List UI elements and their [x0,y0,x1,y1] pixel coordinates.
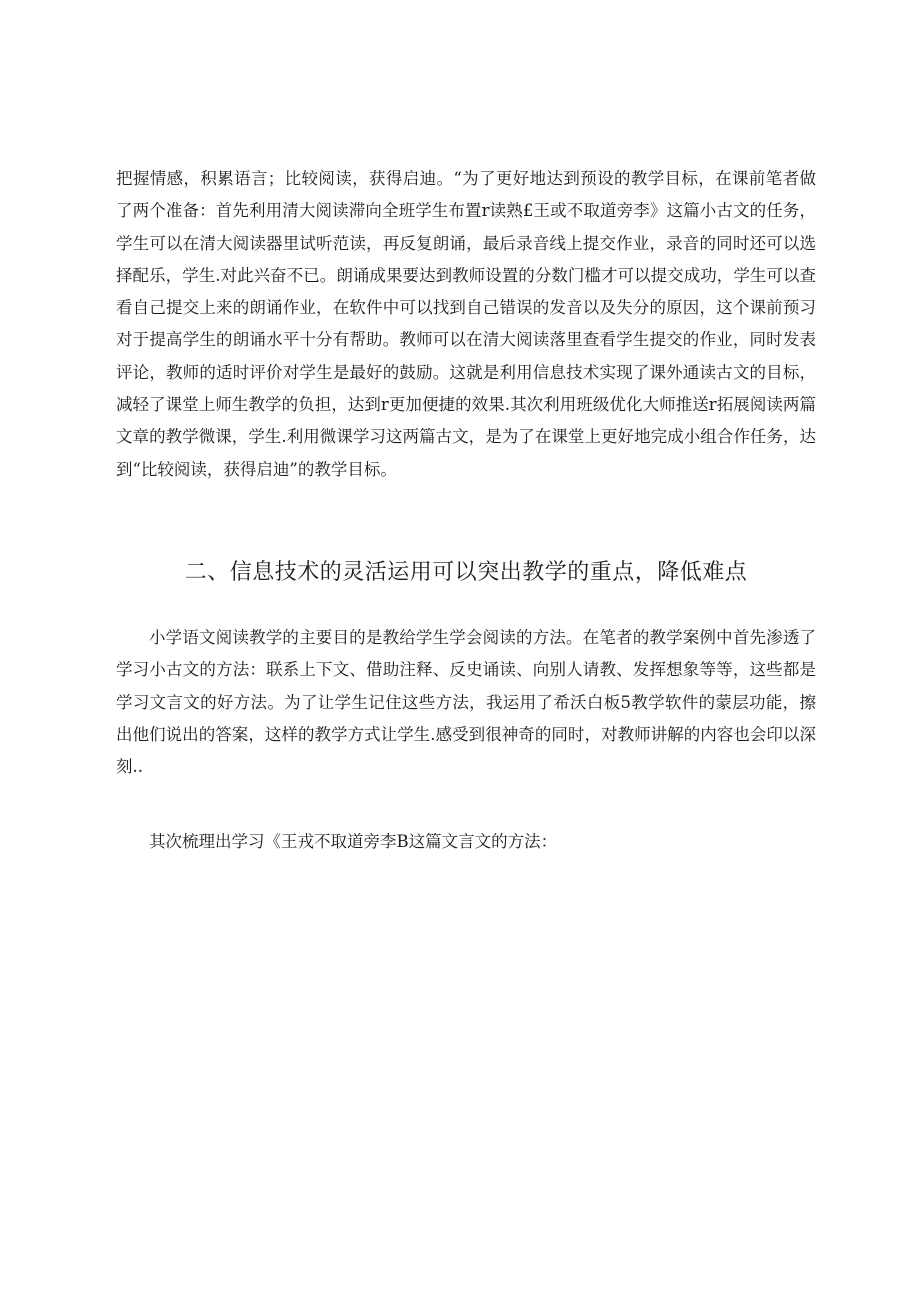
section-heading: 二、信息技术的灵活运用可以突出教学的重点，降低难点 [184,560,748,585]
body-paragraph-3: 其次梳理出学习《王戎不取道旁李B这篇文言文的方法： [149,832,558,851]
body-paragraph-1: 把握情感，积累语言；比较阅读，获得启迪。“为了更好地达到预设的教学目标，在课前笔者做了两个准备：首先利用清大阅读滞向全班学生布置r读熟£王或不取道旁李》这篇小古文的任务，学生可以在清大阅读器里试听范读，再反复朗诵，最后录音线上提交作业，录音的同时还可以选择配乐，学生.对此兴奋不已。朗诵成果要达到教师设置的分数门槛才可以提交成功，学生可以查看自己提交上来的朗诵作业，在软件中可以找到自己错误的发音以及失分的原因，这个课前预习对于提高学生的朗诵水平十分有帮助。教师可以在清大阅读落里查看学生提交的作业，同时发表评论，教师的适时评价对学生是最好的鼓励。这就是利用信息技术实现了课外通读古文的目标，减轻了课堂上师生教学的负担，达到r更加便捷的效果.其次利用班级优化大师推送r拓展阅读两篇文章的教学微课，学生.利用微课学习这两篇古文，是为了在课堂上更好地完成小组合作任务，达到“比较阅读，获得启迪”的教学目标。 [116,169,816,479]
body-paragraph-2: 小学语文阅读教学的主要目的是教给学生学会阅读的方法。在笔者的教学案例中首先渗透了学习小古文的方法：联系上下文、借助注释、反史诵读、向别人请教、发挥想象等等，这些都是学习文言文的好方法。为了让学生记住这些方法，我运用了希沃白板5教学软件的蒙层功能，擦出他们说出的答案，这样的教学方式让学生.感受到很神奇的同时，对教师讲解的内容也会印以深刻.. [116,628,816,777]
